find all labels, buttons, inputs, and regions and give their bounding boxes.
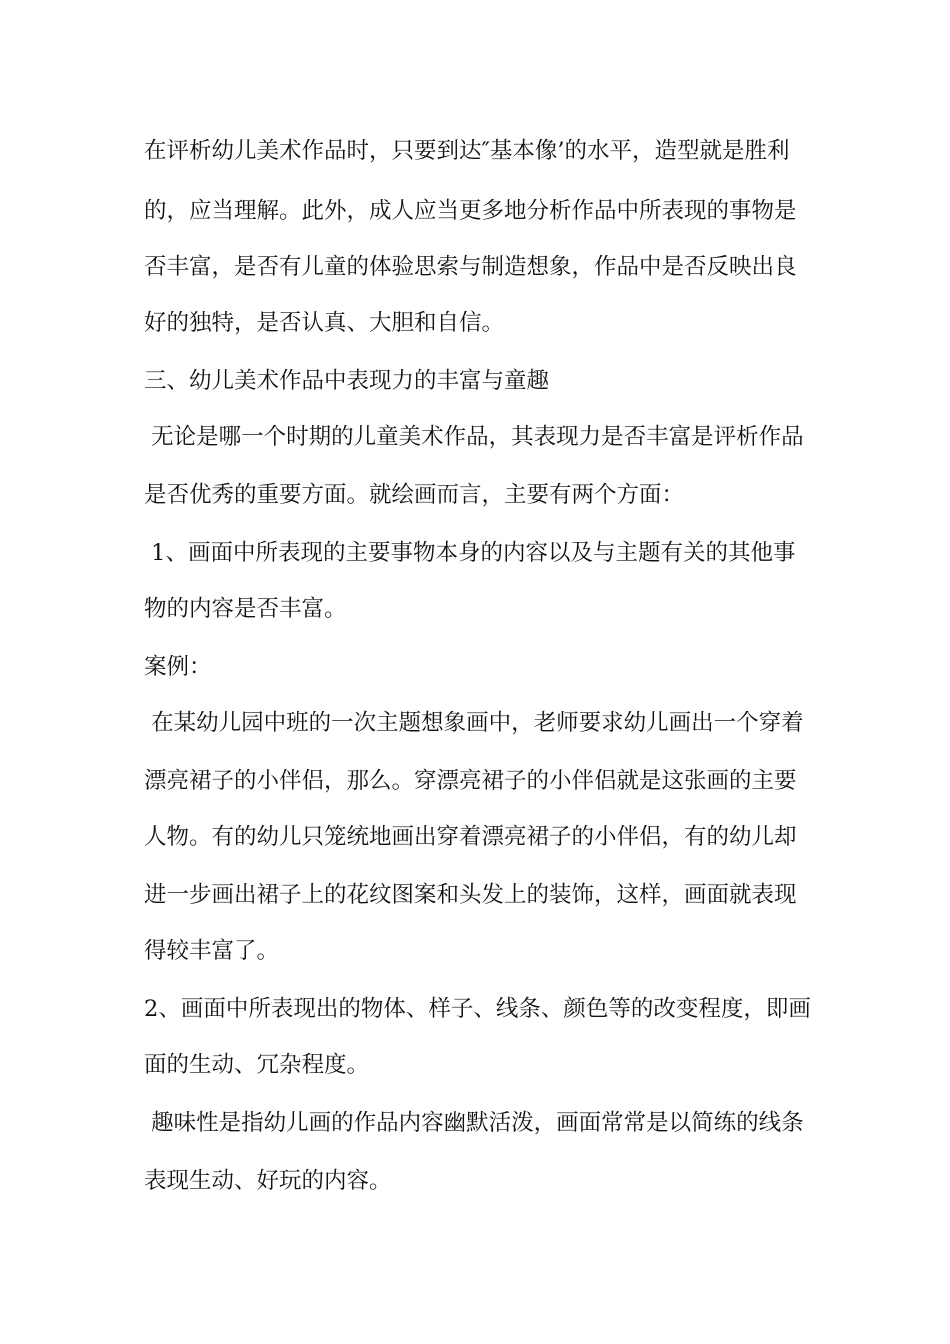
paragraph-line: 趣味性是指幼儿画的作品内容幽默活泼，画面常常是以简练的线条 bbox=[144, 1110, 804, 1136]
paragraph-line: 进一步画出裙子上的花纹图案和头发上的装饰，这样，画面就表现 bbox=[144, 882, 797, 908]
paragraph-line: 1、画面中所表现的主要事物本身的内容以及与主题有关的其他事 bbox=[144, 540, 796, 566]
paragraph-line: 得较丰富了。 bbox=[144, 938, 280, 964]
paragraph-line: 漂亮裙子的小伴侣，那么。穿漂亮裙子的小伴侣就是这张画的主要 bbox=[144, 768, 797, 794]
paragraph-line: 在评析幼儿美术作品时，只要到达″基本像’的水平，造型就是胜利 bbox=[144, 138, 790, 164]
paragraph-line: 在某幼儿园中班的一次主题想象画中，老师要求幼儿画出一个穿着 bbox=[144, 710, 804, 736]
paragraph-line: 好的独特，是否认真、大胆和自信。 bbox=[144, 310, 505, 336]
paragraph-line: 面的生动、冗杂程度。 bbox=[144, 1052, 370, 1078]
paragraph-line: 物的内容是否丰富。 bbox=[144, 596, 347, 622]
section-heading: 三、幼儿美术作品中表现力的丰富与童趣 bbox=[144, 368, 550, 394]
paragraph-line: 无论是哪一个时期的儿童美术作品，其表现力是否丰富是评析作品 bbox=[144, 424, 804, 450]
case-label: 案例： bbox=[144, 654, 212, 680]
paragraph-line: 2、画面中所表现出的物体、样子、线条、颜色等的改变程度，即画 bbox=[144, 996, 811, 1022]
paragraph-line: 人物。有的幼儿只笼统地画出穿着漂亮裙子的小伴侣，有的幼儿却 bbox=[144, 824, 797, 850]
paragraph-line: 否丰富，是否有儿童的体验思索与制造想象，作品中是否反映出良 bbox=[144, 254, 797, 280]
paragraph-line: 是否优秀的重要方面。就绘画而言，主要有两个方面： bbox=[144, 482, 685, 508]
paragraph-line: 的，应当理解。此外，成人应当更多地分析作品中所表现的事物是 bbox=[144, 198, 797, 224]
paragraph-line: 表现生动、好玩的内容。 bbox=[144, 1168, 392, 1194]
